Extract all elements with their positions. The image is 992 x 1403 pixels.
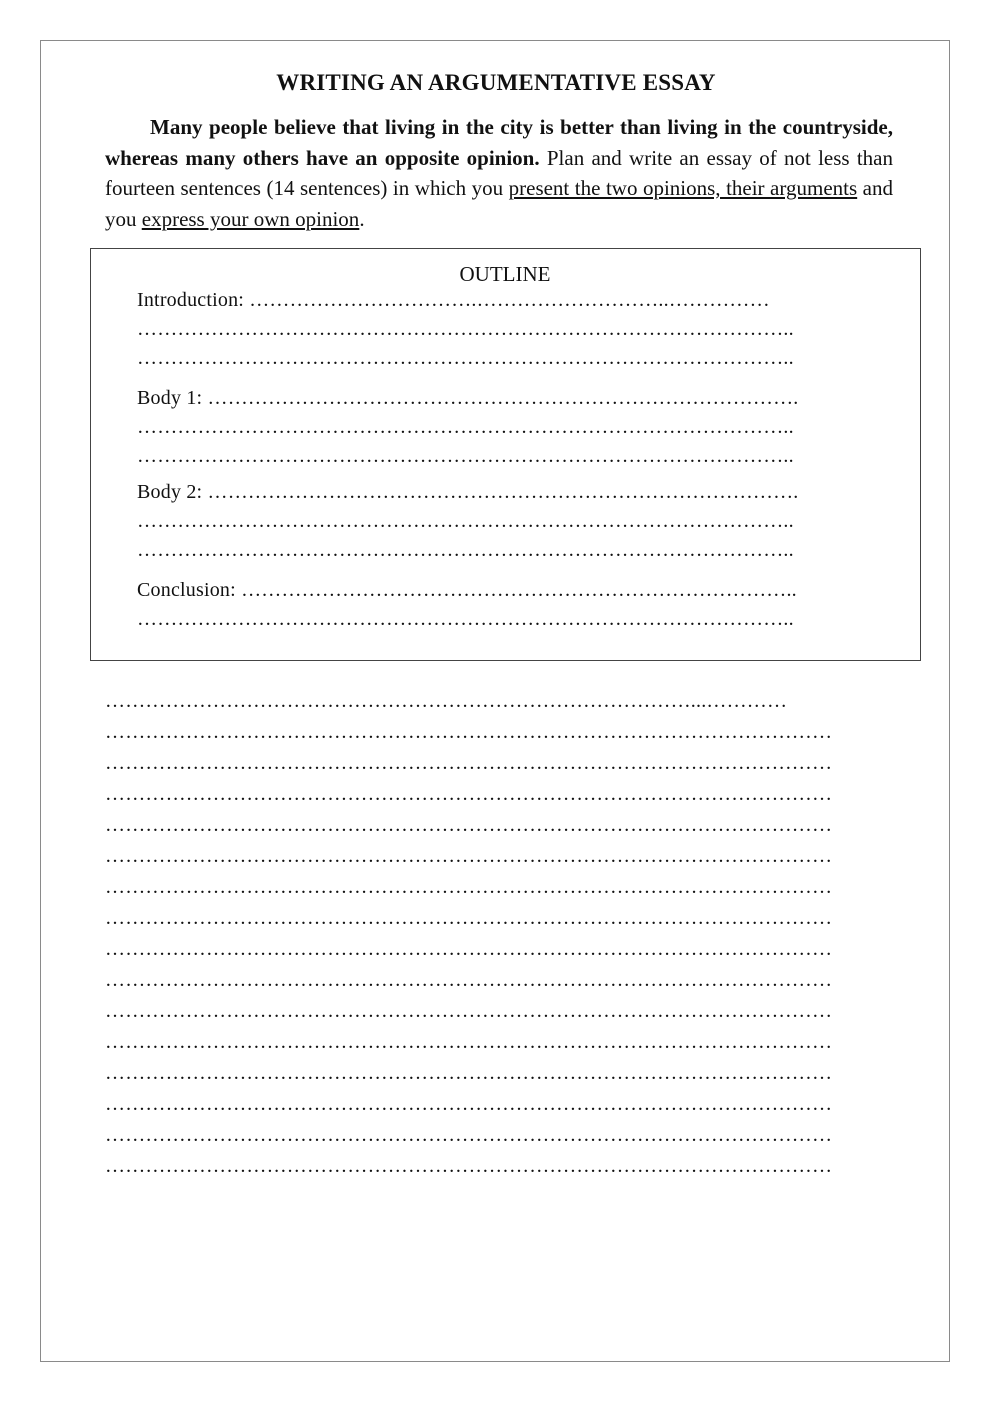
writing-line[interactable]: ……………………………………………………………………………...………… bbox=[105, 690, 788, 712]
prompt-text-3: . bbox=[359, 206, 365, 231]
writing-line[interactable]: ……………………………………………………………………………………………… bbox=[105, 1062, 833, 1084]
writing-line[interactable]: ……………………………………………………………………………………………… bbox=[105, 845, 833, 867]
outline-body-1-line[interactable]: Body 1: ……………………………………………………………………………. bbox=[137, 387, 799, 409]
writing-line[interactable]: ……………………………………………………………………………………………… bbox=[105, 1000, 833, 1022]
writing-line[interactable]: ……………………………………………………………………………………………… bbox=[105, 938, 833, 960]
writing-line[interactable]: ……………………………………………………………………………………………… bbox=[105, 1093, 833, 1115]
outline-line[interactable]: …………………………………………………………………………………….. bbox=[137, 445, 794, 467]
outline-conclusion-line[interactable]: Conclusion: ……………………………………………………………………….. bbox=[137, 579, 797, 601]
writing-line[interactable]: ……………………………………………………………………………………………… bbox=[105, 1155, 833, 1177]
outline-line[interactable]: …………………………………………………………………………………….. bbox=[137, 347, 794, 369]
prompt-bold-statement: Many people believe that living in the city is better than living in the countryside, whereas many others have an opposite opinion. bbox=[105, 115, 893, 170]
prompt-underline-1: present the two opinions, their arguments bbox=[508, 176, 858, 200]
writing-line[interactable]: ……………………………………………………………………………………………… bbox=[105, 969, 833, 991]
writing-line[interactable]: ……………………………………………………………………………………………… bbox=[105, 814, 833, 836]
essay-prompt bbox=[105, 112, 893, 234]
outline-line[interactable]: …………………………………………………………………………………….. bbox=[137, 318, 794, 340]
writing-line[interactable]: ……………………………………………………………………………………………… bbox=[105, 783, 833, 805]
outline-body-2-line[interactable]: Body 2: ……………………………………………………………………………. bbox=[137, 481, 799, 503]
writing-line[interactable]: ……………………………………………………………………………………………… bbox=[105, 721, 833, 743]
outline-line[interactable]: …………………………………………………………………………………….. bbox=[137, 608, 794, 630]
writing-line[interactable]: ……………………………………………………………………………………………… bbox=[105, 876, 833, 898]
outline-heading: OUTLINE bbox=[459, 262, 551, 286]
outline-line[interactable]: …………………………………………………………………………………….. bbox=[137, 416, 794, 438]
page-title: WRITING AN ARGUMENTATIVE ESSAY bbox=[276, 70, 716, 95]
writing-line[interactable]: ……………………………………………………………………………………………… bbox=[105, 1124, 833, 1146]
outline-line[interactable]: …………………………………………………………………………………….. bbox=[137, 510, 794, 532]
writing-line[interactable]: ……………………………………………………………………………………………… bbox=[105, 752, 833, 774]
prompt-text-1: Plan and write an essay of not less than fourteen sentences (14 sentences) in which you bbox=[105, 145, 894, 200]
outline-line[interactable]: …………………………………………………………………………………….. bbox=[137, 539, 794, 561]
prompt-underline-2: express your own opinion bbox=[141, 206, 360, 231]
outline-introduction-line[interactable]: Introduction: …………………………….………………………..…………… bbox=[137, 289, 770, 311]
writing-line[interactable]: ……………………………………………………………………………………………… bbox=[105, 1031, 833, 1053]
writing-line[interactable]: ……………………………………………………………………………………………… bbox=[105, 907, 833, 929]
prompt-text-2: and you bbox=[105, 176, 894, 231]
